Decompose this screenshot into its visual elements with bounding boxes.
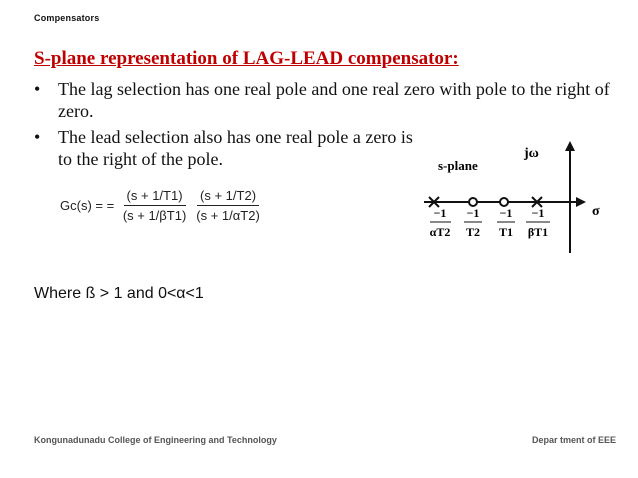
tick-numerator: −1 <box>499 206 513 220</box>
transfer-function-formula <box>60 188 265 223</box>
tick-numerator: −1 <box>466 206 480 220</box>
slide-header: Compensators <box>34 13 100 23</box>
footer-college-name: Kongunadunadu College of Engineering and Technology <box>34 435 277 445</box>
fraction-2-denominator: (s + 1/αT2) <box>196 208 260 223</box>
tick-denominator: αT2 <box>429 225 451 239</box>
s-plane-diagram <box>418 135 618 260</box>
bullet-item-lead <box>34 126 418 170</box>
jw-axis-label: jω <box>524 146 539 161</box>
sigma-axis-label: σ <box>592 204 600 219</box>
condition-text: Where ß > 1 and 0<α<1 <box>34 285 204 302</box>
formula-fraction-1 <box>120 188 189 223</box>
tick-denominator: T1 <box>498 225 514 239</box>
s-plane-label: s-plane <box>438 158 478 173</box>
tick-denominator: βT1 <box>527 225 549 239</box>
bullet-marker: • <box>34 127 41 147</box>
bullet-item-lag <box>34 78 614 122</box>
bullet-text-lag: The lag selection has one real pole and one real zero with pole to the right of zero. <box>58 79 610 121</box>
footer-department: Depar tment of EEE <box>531 435 616 445</box>
fraction-1-numerator: (s + 1/T1) <box>124 188 186 206</box>
slide-title: S-plane representation of LAG-LEAD compensator: <box>34 48 459 69</box>
real-axis-arrow <box>576 197 586 207</box>
formula-lhs: Gc(s) = = <box>60 198 115 213</box>
imaginary-axis-arrow <box>565 141 575 151</box>
bullet-text-lead: The lead selection also has one real pole a zero is to the right of the pole. <box>58 127 413 169</box>
bullet-marker: • <box>34 79 41 99</box>
fraction-1-denominator: (s + 1/βT1) <box>122 208 187 223</box>
zero-marker <box>500 198 508 206</box>
tick-numerator: −1 <box>531 206 545 220</box>
zero-marker <box>469 198 477 206</box>
fraction-2-numerator: (s + 1/T2) <box>197 188 259 206</box>
tick-numerator: −1 <box>433 206 447 220</box>
tick-denominator: T2 <box>465 225 481 239</box>
formula-fraction-2 <box>193 188 263 223</box>
